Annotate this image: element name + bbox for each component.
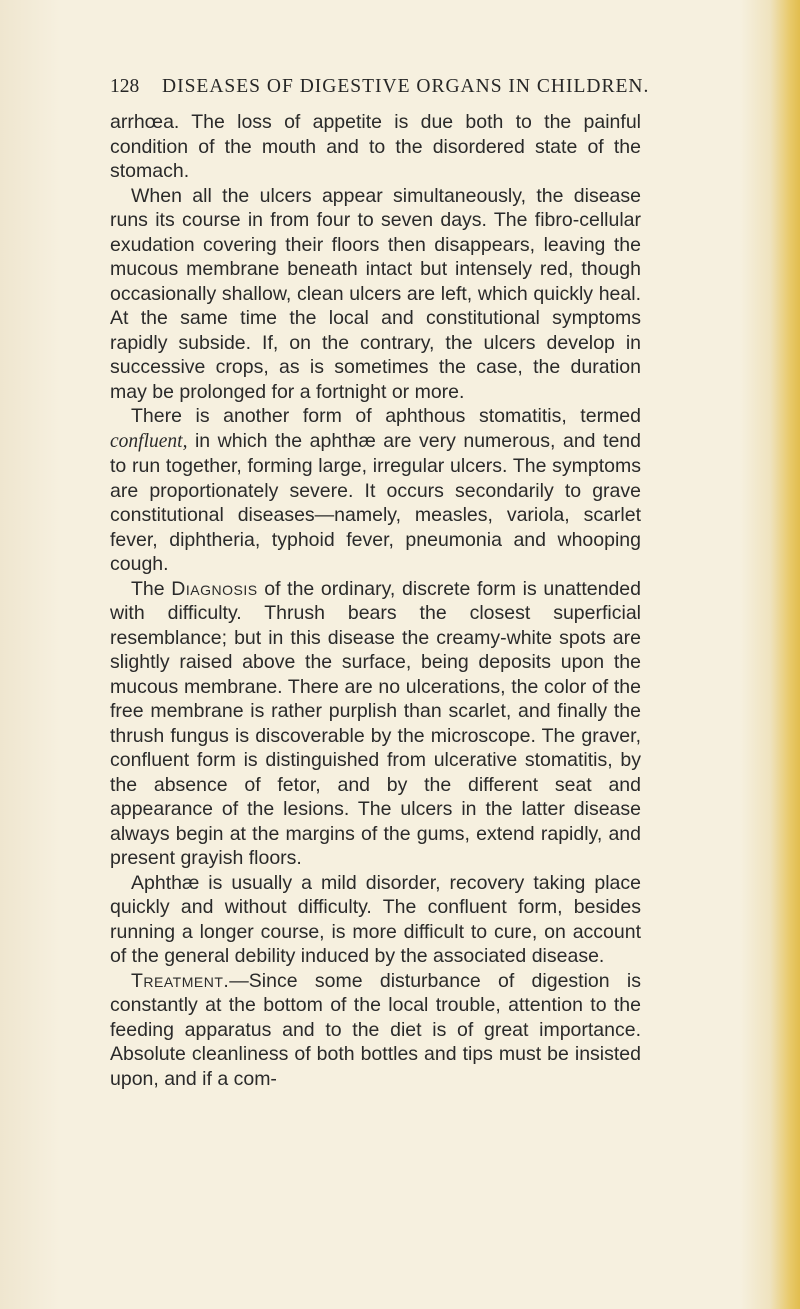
paragraph-ulcer-course: When all the ulcers appear simultaneously, the disease runs its course in from four to seven days. The fibro-cellular exudation covering their floors then disappears, leaving the mucous membrane beneath intact but intensely red, though occasionally shallow, clean ulcers are left, which quickly heal. At the same time the local and constitutional symptoms rapidly subside. If, on the contrary, the ulcers develop in successive crops, as is sometimes the case, the duration may be prolonged for a fortnight or more. bbox=[110, 184, 641, 403]
paragraph-continuation: arrhœa. The loss of appetite is due both to the painful condition of the mouth and to the disordered state of the stomach. bbox=[110, 111, 641, 182]
paragraph-confluent-form-rest: in which the aphthæ are very numerous, and tend to run together, forming large, irregular ulcers. The symptoms are proportionately severe. It occurs secondarily to grave constitutional diseases—namely, measles, variola, scarlet fever, diphtheria, typhoid fever, pneumonia and whooping cough. bbox=[110, 429, 641, 575]
paragraph-confluent-form bbox=[110, 404, 641, 577]
paragraph-prognosis: Aphthæ is usually a mild disorder, recovery taking place quickly and without difficulty. The confluent form, besides running a longer course, is more difficult to cure, on account of the general debility induced by the associated disease. bbox=[110, 871, 641, 967]
paragraph-treatment-rest: —Since some disturbance of digestion is constantly at the bottom of the local trouble, attention to the feeding apparatus and to the diet is of great importance. Absolute cleanliness of both bottles and tips must be insisted upon, and if a com- bbox=[110, 969, 641, 1090]
paragraph-treatment bbox=[110, 969, 641, 1092]
paragraph-diagnosis-rest: of the ordinary, discrete form is unattended with difficulty. Thrush bears the closest superficial resemblance; but in this disease the creamy-white spots are slightly raised above the surface, being deposits upon the mucous membrane. There are no ulcerations, the color of the free membrane is rather purplish than scarlet, and finally the thrush fungus is discoverable by the microscope. The graver, confluent form is distinguished from ulcerative stomatitis, by the absence of fetor, and by the different seat and appearance of the lesions. The ulcers in the latter disease always begin at the margins of the gums, extend rapidly, and present grayish floors. bbox=[110, 577, 641, 869]
paragraph-diagnosis-start: The bbox=[131, 577, 172, 600]
paragraph-diagnosis bbox=[110, 577, 641, 871]
heading-treatment: Treatment. bbox=[131, 969, 230, 992]
page-number: 128 bbox=[110, 76, 140, 97]
paragraph-confluent-form-start: There is another form of aphthous stomatitis, termed bbox=[131, 405, 641, 427]
body-text bbox=[110, 110, 641, 1091]
running-title: DISEASES OF DIGESTIVE ORGANS IN CHILDREN. bbox=[162, 76, 650, 97]
heading-diagnosis: Diagnosis bbox=[171, 577, 258, 600]
term-confluent: confluent, bbox=[110, 430, 188, 452]
